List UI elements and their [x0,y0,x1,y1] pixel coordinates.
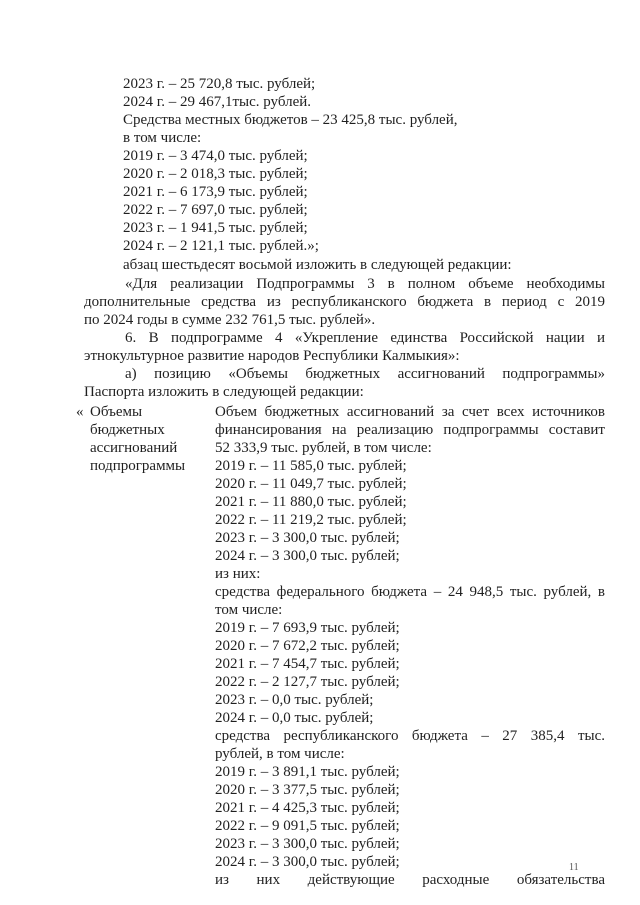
text-line: 2022 г. – 2 127,7 тыс. рублей; [215,674,400,690]
text-line: бюджетных [90,422,165,438]
text-line: 2020 г. – 7 672,2 тыс. рублей; [215,638,400,654]
text-line: 2024 г. – 29 467,1тыс. рублей. [123,94,312,110]
text-line: из них действующие расходные обязательства [215,872,605,888]
text-line: из них: [215,566,261,582]
text-line: 2021 г. – 7 454,7 тыс. рублей; [215,656,400,672]
text-line: 2023 г. – 3 300,0 тыс. рублей; [215,836,400,852]
text-line: 2022 г. – 9 091,5 тыс. рублей; [215,818,400,834]
text-line: 2019 г. – 3 891,1 тыс. рублей; [215,764,400,780]
opening-quote-mark: « [76,404,84,420]
text-line: а) позицию «Объемы бюджетных ассигнований подпрограммы» [125,366,605,382]
text-line: в том числе: [123,130,202,146]
text-line: 2021 г. – 11 880,0 тыс. рублей; [215,494,407,510]
text-line: 2022 г. – 7 697,0 тыс. рублей; [123,202,308,218]
text-line: том числе: [215,602,283,618]
text-line: 2020 г. – 11 049,7 тыс. рублей; [215,476,407,492]
text-line: Объем бюджетных ассигнований за счет всех источников [215,404,605,420]
text-line: средства федерального бюджета – 24 948,5 тыс. рублей, в [215,584,605,600]
text-line: дополнительные средства из республиканского бюджета в период с 2019 [84,294,605,310]
text-line: подпрограммы [90,458,186,474]
text-line: абзац шестьдесят восьмой изложить в следующей редакции: [123,257,512,273]
text-line: Средства местных бюджетов – 23 425,8 тыс. рублей, [123,112,458,128]
text-line: 2024 г. – 2 121,1 тыс. рублей.»; [123,238,319,254]
text-line: 2021 г. – 6 173,9 тыс. рублей; [123,184,308,200]
text-line: ассигнований [90,440,178,456]
text-line: «Для реализации Подпрограммы 3 в полном объеме необходимы [125,276,605,292]
text-line: финансирования на реализацию подпрограммы составит [215,422,605,438]
text-line: этнокультурное развитие народов Республики Калмыкия»: [84,348,460,364]
text-line: 2023 г. – 25 720,8 тыс. рублей; [123,76,316,92]
text-line: Паспорта изложить в следующей редакции: [84,384,364,400]
text-line: по 2024 годы в сумме 232 761,5 тыс. рублей». [84,312,376,328]
text-line: Объемы [90,404,143,420]
text-line: 2022 г. – 11 219,2 тыс. рублей; [215,512,407,528]
text-line: 2021 г. – 4 425,3 тыс. рублей; [215,800,400,816]
text-line: 2023 г. – 0,0 тыс. рублей; [215,692,374,708]
text-line: 2023 г. – 1 941,5 тыс. рублей; [123,220,308,236]
text-line: 2024 г. – 0,0 тыс. рублей; [215,710,374,726]
text-line: 2019 г. – 11 585,0 тыс. рублей; [215,458,407,474]
text-line: 2024 г. – 3 300,0 тыс. рублей; [215,548,400,564]
text-line: 2024 г. – 3 300,0 тыс. рублей; [215,854,400,870]
text-line: средства республиканского бюджета – 27 385,4 тыс. [215,728,605,744]
text-line: 2020 г. – 2 018,3 тыс. рублей; [123,166,308,182]
text-line: 2023 г. – 3 300,0 тыс. рублей; [215,530,400,546]
page-number: 11 [569,862,579,873]
text-line: рублей, в том числе: [215,746,345,762]
text-line: 2019 г. – 7 693,9 тыс. рублей; [215,620,400,636]
table-left-label [90,404,185,475]
text-line: 2019 г. – 3 474,0 тыс. рублей; [123,148,308,164]
text-line: 2020 г. – 3 377,5 тыс. рублей; [215,782,400,798]
text-line: 6. В подпрограмме 4 «Укрепление единства Российской нации и [125,330,605,346]
text-line: 52 333,9 тыс. рублей, в том числе: [215,440,432,456]
